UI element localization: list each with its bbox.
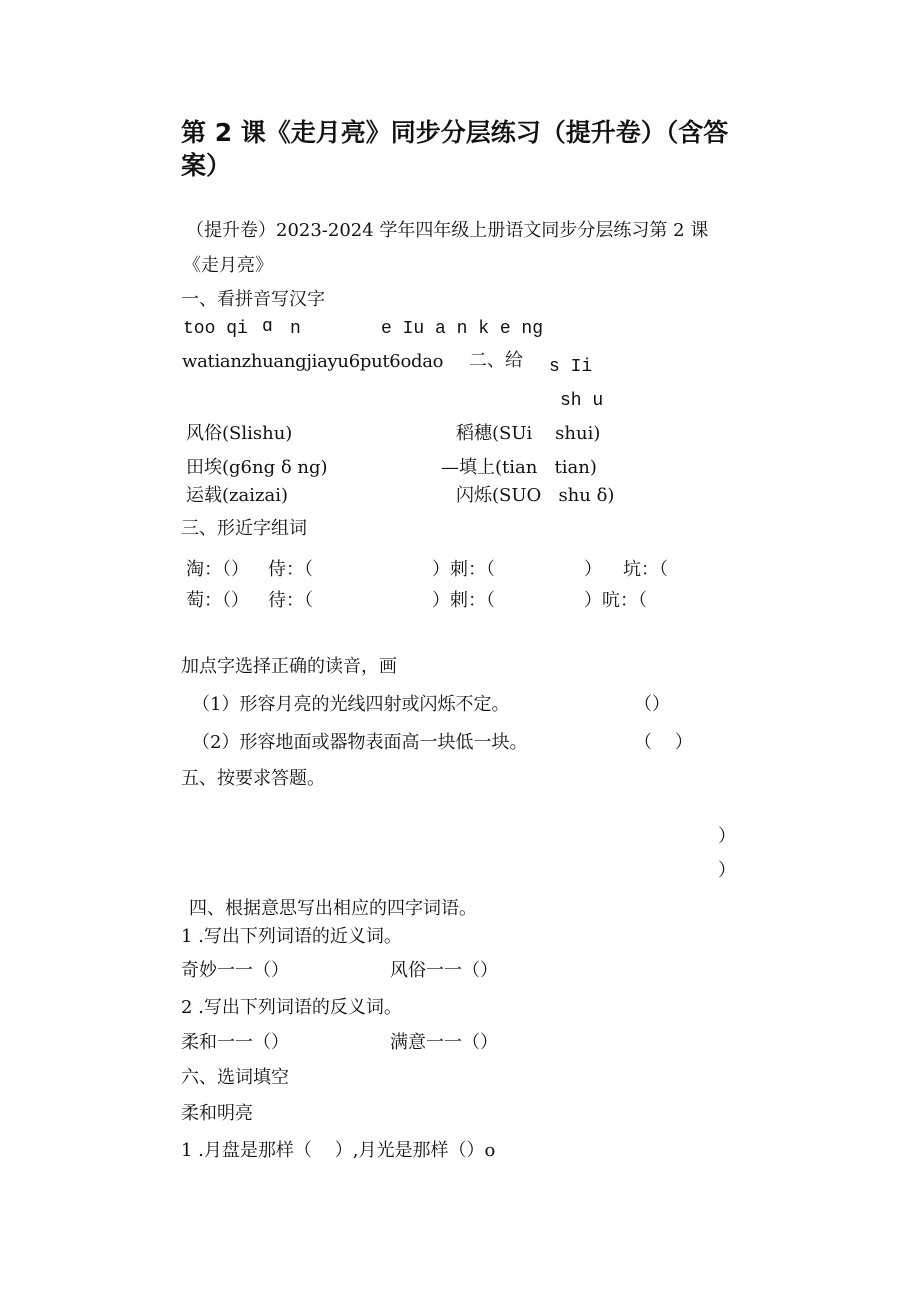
synonym-instruction: 1 .写出下列词语的近义词。: [181, 926, 402, 947]
similar-char-2: 侍：（: [268, 559, 313, 580]
pinyin-group-a-1: too qi: [183, 319, 248, 339]
antonym-item-1: 柔和一一（）: [181, 1032, 289, 1053]
synonym-item-2: 风俗一一（）: [390, 960, 498, 981]
pronunciation-item-4: —填上(tian tian): [441, 457, 597, 478]
antonym-item-2: 满意一一（）: [390, 1032, 498, 1053]
similar-char-8: ）剌：（: [432, 590, 495, 611]
floating-pinyin-1: s Ii: [549, 357, 593, 377]
similar-char-6: 萄：（）: [186, 590, 249, 611]
fill-blank-question-1: 1 .月盘是那样（ ）,月光是那样（）o: [181, 1140, 496, 1161]
synonym-item-1: 奇妙一一（）: [181, 960, 289, 981]
pronunciation-item-3: 田埃(g6ng δ ng): [186, 457, 328, 478]
section-3-heading: 三、形近字组词: [181, 518, 307, 539]
page-title-line-1: 第 2 课《走月亮》同步分层练习（提升卷）（含答: [181, 118, 729, 147]
subtitle-line-2: 《走月亮》: [183, 255, 273, 276]
section-5-heading: 五、按要求答题。: [181, 768, 325, 789]
reading-answer-paren-2: （ ）: [634, 732, 693, 753]
section-6-heading: 六、选词填空: [181, 1067, 289, 1088]
page-title-line-2: 案）: [181, 151, 232, 180]
pronunciation-item-6: 闪烁(SUO shu δ): [456, 485, 615, 506]
similar-char-5: 坑：（: [623, 559, 668, 580]
word-choices: 柔和明亮: [181, 1103, 253, 1124]
similar-char-3: ）刺：（: [432, 559, 495, 580]
right-paren-2: ）: [718, 860, 736, 881]
similar-char-9: ）吭：（: [584, 590, 647, 611]
reading-question-1: （1）形容月亮的光线四射或闪烁不定。: [192, 694, 510, 715]
similar-char-7: 待：（: [268, 590, 313, 611]
section-4-heading: 四、根据意思写出相应的四字词语。: [189, 898, 477, 919]
section-2-heading: 二、给: [469, 350, 523, 371]
pinyin-group-a-3: n: [290, 319, 301, 339]
section-1-heading: 一、看拼音写汉字: [181, 289, 325, 310]
pronunciation-item-2: 稻穗(SUi shui): [456, 423, 601, 444]
right-paren-1: ）: [718, 826, 736, 847]
pronunciation-item-1: 风俗(Slishu): [186, 423, 293, 444]
reading-answer-paren-1: （）: [634, 694, 670, 715]
reading-question-2: （2）形容地面或器物表面高一块低一块。: [192, 732, 528, 753]
similar-char-1: 淘：（）: [186, 559, 249, 580]
pinyin-group-b: e Iu a n k e ng: [381, 319, 544, 339]
pinyin-line-2: watianzhuangjiayu6put6odao: [182, 351, 444, 372]
pronunciation-item-5: 运载(zaizai): [186, 485, 288, 506]
pinyin-group-a-2: ɑ: [262, 317, 273, 337]
similar-char-4: ）: [584, 559, 602, 580]
reading-choice-intro: 加点字选择正确的读音，画: [181, 656, 397, 677]
floating-pinyin-2: sh u: [560, 391, 604, 411]
subtitle-line-1: （提升卷）2023-2024 学年四年级上册语文同步分层练习第 2 课: [186, 220, 709, 241]
antonym-instruction: 2 .写出下列词语的反义词。: [181, 997, 402, 1018]
